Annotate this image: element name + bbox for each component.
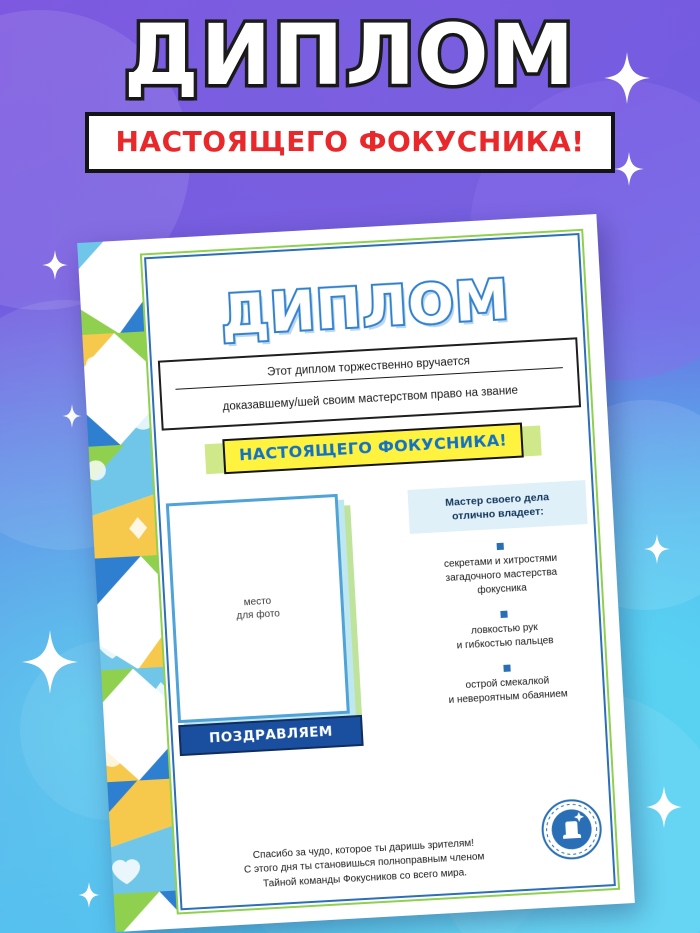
sparkle-icon	[22, 630, 78, 694]
poster-subtitle: НАСТОЯЩЕГО ФОКУСНИКА!	[115, 125, 585, 159]
banner-text: НАСТОЯЩЕГО ФОКУСНИКА!	[238, 430, 508, 465]
certificate-content	[152, 241, 607, 901]
square-bullet-icon	[503, 665, 510, 672]
poster-subtitle-box	[85, 112, 614, 173]
photo-placeholder-line2: для фото	[236, 608, 281, 622]
congratulations-text: ПОЗДРАВЛЯЕМ	[208, 723, 334, 747]
certificate-title: ДИПЛОМ	[219, 268, 512, 348]
photo-frame	[166, 494, 350, 723]
list-item	[418, 660, 598, 710]
skill-text-3: острой смекалкой и невероятным обаянием	[448, 675, 569, 707]
list-item	[414, 606, 594, 656]
square-bullet-icon	[500, 611, 507, 618]
poster-title: ДИПЛОМ	[123, 6, 577, 104]
sparkle-icon	[644, 534, 670, 564]
certificate-middle	[166, 480, 599, 753]
sparkle-icon	[42, 250, 68, 280]
poster-header	[0, 6, 700, 173]
skill-text-2: ловкостью рук и гибкостью пальцев	[456, 622, 554, 652]
sparkle-icon	[78, 882, 100, 908]
skills-heading-line2: отлично владеет:	[451, 505, 545, 523]
footer-text: Спасибо за чудо, которое ты даришь зрителям! С этого дня ты становишься полноправным членом Тайной команды Фокусников со всего мира.	[243, 837, 485, 890]
title-banner	[222, 423, 523, 475]
skills-heading	[407, 480, 587, 534]
sparkle-icon	[62, 404, 82, 428]
skills-list	[407, 480, 597, 710]
photo-placeholder-label	[235, 594, 280, 623]
skills-heading-line1: Мастер своего дела	[444, 491, 550, 509]
photo-placeholder-block	[166, 493, 363, 735]
award-line-2: доказавшему/шей своим мастерством право на звание	[222, 384, 519, 414]
banner-box	[222, 423, 523, 475]
magic-hat-seal-icon	[539, 797, 604, 862]
certificate-sheet	[77, 214, 635, 932]
list-item	[411, 538, 592, 602]
square-bullet-icon	[496, 543, 503, 550]
photo-placeholder-line1: место	[243, 595, 272, 608]
award-line-1: Этот диплом торжественно вручается	[174, 350, 562, 390]
skill-text-1: секретами и хитростями загадочного мастерства фокусника	[443, 553, 558, 597]
sparkle-icon	[646, 786, 682, 828]
recipient-fields-box	[158, 337, 581, 430]
